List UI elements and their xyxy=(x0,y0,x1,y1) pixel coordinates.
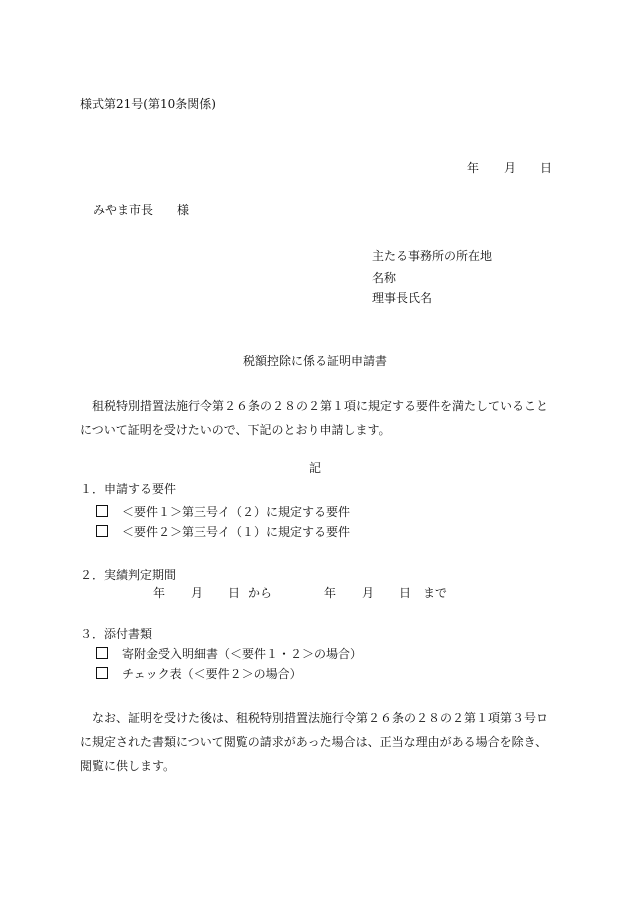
requirement-item xyxy=(96,504,350,520)
checkbox-attachment-2[interactable] xyxy=(96,667,108,679)
attachment-item xyxy=(96,666,302,682)
ki-marker: 記 xyxy=(308,461,321,475)
attachment-1-label: 寄附金受入明細書（＜要件１・２＞の場合） xyxy=(122,647,363,661)
attachment-2-label: チェック表（＜要件２＞の場合） xyxy=(122,667,302,681)
form-number: 様式第21号(第10条関係) xyxy=(80,97,216,111)
office-address-label: 主たる事務所の所在地 xyxy=(372,249,493,263)
closing-paragraph: なお、証明を受けた後は、租税特別措置法施行令第２６条の２８の２第１項第３号ロに規定された書類について閲覧の請求があった場合は、正当な理由がある場合を除き、閲覧に供します。 xyxy=(80,711,549,773)
checkbox-attachment-1[interactable] xyxy=(96,647,108,659)
chairman-name-label: 理事長氏名 xyxy=(372,291,433,305)
section2-heading: ２．実績判定期間 xyxy=(80,568,177,582)
period-from: から xyxy=(248,586,273,600)
requirement-1-label: ＜要件１＞第三号イ（２）に規定する要件 xyxy=(122,505,351,519)
period-end-year: 年 xyxy=(324,586,337,600)
period-start-month: 月 xyxy=(191,586,204,600)
section1-heading: １．申請する要件 xyxy=(80,482,177,496)
name-label: 名称 xyxy=(372,271,397,285)
period-end-month: 月 xyxy=(362,586,375,600)
checkbox-requirement-1[interactable] xyxy=(96,505,108,517)
date-month-label: 月 xyxy=(504,161,517,175)
addressee: みやま市長 様 xyxy=(93,203,190,217)
attachment-item xyxy=(96,646,362,662)
period-start-year: 年 xyxy=(153,586,166,600)
period-end-day: 日 xyxy=(399,586,412,600)
date-day-label: 日 xyxy=(540,161,553,175)
intro-paragraph: 租税特別措置法施行令第２６条の２８の２第１項に規定する要件を満たしていることについて証明を受けたいので、下記のとおり申請します。 xyxy=(80,399,549,437)
date-year-label: 年 xyxy=(467,161,480,175)
period-start-day: 日 xyxy=(228,586,241,600)
period-to: まで xyxy=(423,586,448,600)
document-title: 税額控除に係る証明申請書 xyxy=(242,354,387,368)
section3-heading: ３．添付書類 xyxy=(80,627,153,641)
requirement-item xyxy=(96,524,350,540)
requirement-2-label: ＜要件２＞第三号イ（１）に規定する要件 xyxy=(122,525,351,539)
checkbox-requirement-2[interactable] xyxy=(96,525,108,537)
